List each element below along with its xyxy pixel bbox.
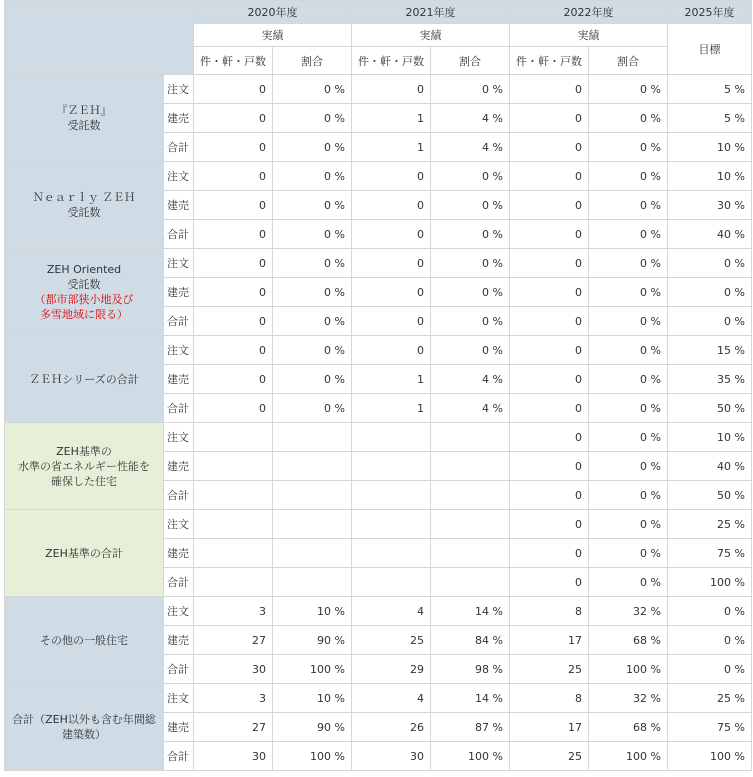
ratio-cell: 0 % [273,307,352,336]
count-cell: 0 [352,75,431,104]
category-label [5,75,164,162]
category-label [5,423,164,510]
ratio-cell: 68 % [589,713,668,742]
count-cell: 25 [510,655,589,684]
count-cell: 25 [510,742,589,771]
ratio-cell: 4 % [431,394,510,423]
table-row [5,336,752,365]
ratio-cell [431,568,510,597]
ratio-cell: 0 % [273,365,352,394]
ratio-cell: 0 % [273,75,352,104]
category-note-line: 多雪地域に限る） [40,308,128,321]
ratio-cell: 0 % [431,75,510,104]
count-cell: 1 [352,133,431,162]
year-header-2021: 2021年度 [352,1,510,24]
table-row [5,597,752,626]
target-cell: 10 % [668,133,752,162]
count-cell: 0 [510,423,589,452]
count-cell [194,481,273,510]
ratio-cell: 90 % [273,713,352,742]
category-label-line: 『ＺＥＨ』 [56,104,112,117]
count-cell: 0 [194,249,273,278]
count-cell: 0 [194,191,273,220]
ratio-cell: 0 % [273,394,352,423]
ratio-cell [273,452,352,481]
target-cell: 0 % [668,307,752,336]
actual-header-2020: 実績 [194,24,352,47]
target-cell: 75 % [668,713,752,742]
count-cell: 0 [510,104,589,133]
count-cell: 0 [352,191,431,220]
count-cell: 0 [194,278,273,307]
count-cell: 0 [510,278,589,307]
row-type-label: 注文 [164,162,194,191]
ratio-cell: 0 % [589,307,668,336]
ratio-cell: 0 % [431,307,510,336]
count-header-2021: 件・軒・戸数 [352,47,431,75]
category-label [5,162,164,249]
target-cell: 0 % [668,278,752,307]
count-cell [194,568,273,597]
actual-header-2022: 実績 [510,24,668,47]
category-label-line: 受託数 [67,119,101,132]
count-cell [194,510,273,539]
row-type-label: 合計 [164,307,194,336]
category-label-line: 水準の省エネルギー性能を [18,459,150,473]
count-cell: 0 [352,249,431,278]
count-cell [194,452,273,481]
count-cell: 26 [352,713,431,742]
row-type-label: 合計 [164,220,194,249]
count-cell [352,452,431,481]
count-cell: 0 [510,568,589,597]
ratio-cell: 14 % [431,684,510,713]
count-cell: 0 [510,249,589,278]
row-type-label: 注文 [164,684,194,713]
target-cell: 35 % [668,365,752,394]
count-cell: 1 [352,104,431,133]
row-type-label: 建売 [164,365,194,394]
target-cell: 30 % [668,191,752,220]
row-type-label: 建売 [164,452,194,481]
ratio-cell: 4 % [431,104,510,133]
category-label-line: ZEH基準の [56,444,112,458]
category-label-line: 受託数 [67,206,101,219]
row-type-label: 合計 [164,568,194,597]
count-cell: 0 [510,307,589,336]
count-cell: 0 [510,481,589,510]
category-label [5,336,164,423]
target-cell: 100 % [668,742,752,771]
category-label-line: ZEH Oriented [46,263,122,276]
count-cell: 4 [352,684,431,713]
ratio-cell: 0 % [589,423,668,452]
count-cell: 0 [194,336,273,365]
ratio-cell [273,423,352,452]
count-cell: 29 [352,655,431,684]
count-cell: 0 [510,162,589,191]
count-cell: 8 [510,684,589,713]
count-cell: 3 [194,597,273,626]
count-cell: 0 [510,336,589,365]
target-cell: 5 % [668,104,752,133]
ratio-cell: 0 % [589,336,668,365]
ratio-cell [273,510,352,539]
row-type-label: 注文 [164,510,194,539]
year-header-2022: 2022年度 [510,1,668,24]
zeh-results-table [4,0,752,771]
count-cell: 0 [352,220,431,249]
category-label-line: 建築数） [62,728,106,741]
count-cell: 30 [194,655,273,684]
count-cell: 27 [194,626,273,655]
count-cell: 0 [194,220,273,249]
ratio-cell [273,539,352,568]
ratio-cell: 0 % [589,510,668,539]
ratio-cell [431,539,510,568]
target-cell: 0 % [668,626,752,655]
count-cell [352,568,431,597]
ratio-header-2020: 割合 [273,47,352,75]
count-cell: 0 [510,365,589,394]
target-cell: 50 % [668,481,752,510]
row-type-label: 建売 [164,104,194,133]
row-type-label: 建売 [164,713,194,742]
ratio-cell: 0 % [431,162,510,191]
category-label-line: ＺＥＨシリーズの合計 [29,372,139,386]
count-cell: 0 [510,220,589,249]
target-cell: 40 % [668,220,752,249]
ratio-header-2022: 割合 [589,47,668,75]
count-cell: 17 [510,713,589,742]
target-cell: 25 % [668,684,752,713]
ratio-cell: 0 % [589,191,668,220]
row-type-label: 注文 [164,597,194,626]
ratio-cell [431,481,510,510]
count-cell: 8 [510,597,589,626]
ratio-cell: 100 % [273,655,352,684]
target-cell: 15 % [668,336,752,365]
row-type-label: 注文 [164,249,194,278]
count-cell: 1 [352,394,431,423]
ratio-cell: 0 % [589,539,668,568]
target-cell: 50 % [668,394,752,423]
category-label-line: その他の一般住宅 [40,633,128,647]
target-header: 目標 [668,24,752,75]
count-cell: 0 [510,539,589,568]
ratio-cell: 0 % [273,278,352,307]
ratio-cell: 0 % [589,394,668,423]
category-label [5,684,164,771]
ratio-cell: 0 % [431,249,510,278]
row-type-label: 注文 [164,75,194,104]
ratio-cell: 32 % [589,597,668,626]
count-cell: 0 [194,133,273,162]
ratio-cell [273,481,352,510]
target-cell: 10 % [668,423,752,452]
count-cell [194,539,273,568]
count-cell: 17 [510,626,589,655]
table-row [5,684,752,713]
target-cell: 0 % [668,655,752,684]
count-cell: 0 [194,75,273,104]
category-label [5,510,164,597]
ratio-cell [431,452,510,481]
table-body [5,75,752,771]
target-cell: 75 % [668,539,752,568]
count-cell: 0 [510,452,589,481]
ratio-cell: 4 % [431,365,510,394]
ratio-cell: 0 % [589,75,668,104]
year-header-2020: 2020年度 [194,1,352,24]
count-cell: 4 [352,597,431,626]
ratio-cell: 0 % [589,104,668,133]
ratio-cell: 0 % [589,481,668,510]
row-type-label: 合計 [164,742,194,771]
ratio-cell: 0 % [273,104,352,133]
ratio-cell: 0 % [431,278,510,307]
ratio-cell: 100 % [273,742,352,771]
target-cell: 40 % [668,452,752,481]
row-type-label: 合計 [164,481,194,510]
count-cell [352,481,431,510]
count-cell [194,423,273,452]
count-cell: 0 [194,394,273,423]
ratio-cell: 10 % [273,684,352,713]
category-label-line: 確保した住宅 [51,474,117,488]
ratio-cell: 4 % [431,133,510,162]
count-header-2020: 件・軒・戸数 [194,47,273,75]
count-cell: 25 [352,626,431,655]
actual-header-2021: 実績 [352,24,510,47]
count-cell: 0 [352,278,431,307]
count-cell: 0 [510,133,589,162]
ratio-cell: 0 % [589,365,668,394]
count-cell: 1 [352,365,431,394]
count-cell: 0 [510,510,589,539]
ratio-cell: 0 % [431,336,510,365]
corner-cell [5,1,194,75]
table-row [5,423,752,452]
count-cell: 3 [194,684,273,713]
count-cell: 30 [352,742,431,771]
count-cell: 0 [510,394,589,423]
ratio-header-2021: 割合 [431,47,510,75]
ratio-cell: 100 % [589,742,668,771]
ratio-cell: 98 % [431,655,510,684]
header-row-years [5,1,752,24]
count-cell [352,423,431,452]
count-cell: 0 [510,191,589,220]
ratio-cell [431,423,510,452]
row-type-label: 合計 [164,133,194,162]
row-type-label: 合計 [164,394,194,423]
ratio-cell: 14 % [431,597,510,626]
count-cell [352,510,431,539]
ratio-cell: 0 % [273,249,352,278]
ratio-cell: 0 % [589,452,668,481]
count-cell: 0 [510,75,589,104]
ratio-cell: 0 % [273,220,352,249]
count-cell: 0 [194,104,273,133]
category-label [5,597,164,684]
row-type-label: 注文 [164,423,194,452]
ratio-cell: 0 % [431,191,510,220]
ratio-cell: 100 % [431,742,510,771]
table-row [5,249,752,278]
category-label [5,249,164,336]
year-header-2025: 2025年度 [668,1,752,24]
row-type-label: 建売 [164,539,194,568]
ratio-cell: 0 % [273,191,352,220]
ratio-cell: 0 % [589,249,668,278]
count-cell: 0 [352,307,431,336]
ratio-cell: 0 % [589,133,668,162]
count-header-2022: 件・軒・戸数 [510,47,589,75]
category-note-line: （都市部狭小地及び [34,293,134,306]
target-cell: 100 % [668,568,752,597]
count-cell: 0 [352,336,431,365]
ratio-cell [273,568,352,597]
ratio-cell: 100 % [589,655,668,684]
table-row [5,510,752,539]
ratio-cell: 0 % [589,568,668,597]
ratio-cell: 0 % [589,278,668,307]
category-label-line: 合計（ZEH以外も含む年間総 [12,713,156,726]
table-row [5,162,752,191]
ratio-cell: 0 % [273,133,352,162]
ratio-cell: 10 % [273,597,352,626]
category-label-line: ZEH基準の合計 [45,546,123,560]
category-label-line: 受託数 [67,278,101,291]
row-type-label: 建売 [164,626,194,655]
ratio-cell: 0 % [273,336,352,365]
ratio-cell: 32 % [589,684,668,713]
ratio-cell: 90 % [273,626,352,655]
count-cell: 0 [194,365,273,394]
row-type-label: 合計 [164,655,194,684]
category-label-line: Ｎｅａｒｌｙ ＺＥＨ [32,191,136,204]
ratio-cell: 0 % [273,162,352,191]
count-cell: 0 [194,307,273,336]
target-cell: 0 % [668,597,752,626]
table-row [5,75,752,104]
ratio-cell: 87 % [431,713,510,742]
count-cell: 0 [352,162,431,191]
ratio-cell: 0 % [589,220,668,249]
count-cell: 30 [194,742,273,771]
target-cell: 0 % [668,249,752,278]
target-cell: 25 % [668,510,752,539]
row-type-label: 建売 [164,278,194,307]
target-cell: 10 % [668,162,752,191]
ratio-cell: 0 % [589,162,668,191]
count-cell [352,539,431,568]
count-cell: 27 [194,713,273,742]
ratio-cell: 0 % [431,220,510,249]
ratio-cell [431,510,510,539]
ratio-cell: 84 % [431,626,510,655]
target-cell: 5 % [668,75,752,104]
count-cell: 0 [194,162,273,191]
row-type-label: 建売 [164,191,194,220]
ratio-cell: 68 % [589,626,668,655]
row-type-label: 注文 [164,336,194,365]
